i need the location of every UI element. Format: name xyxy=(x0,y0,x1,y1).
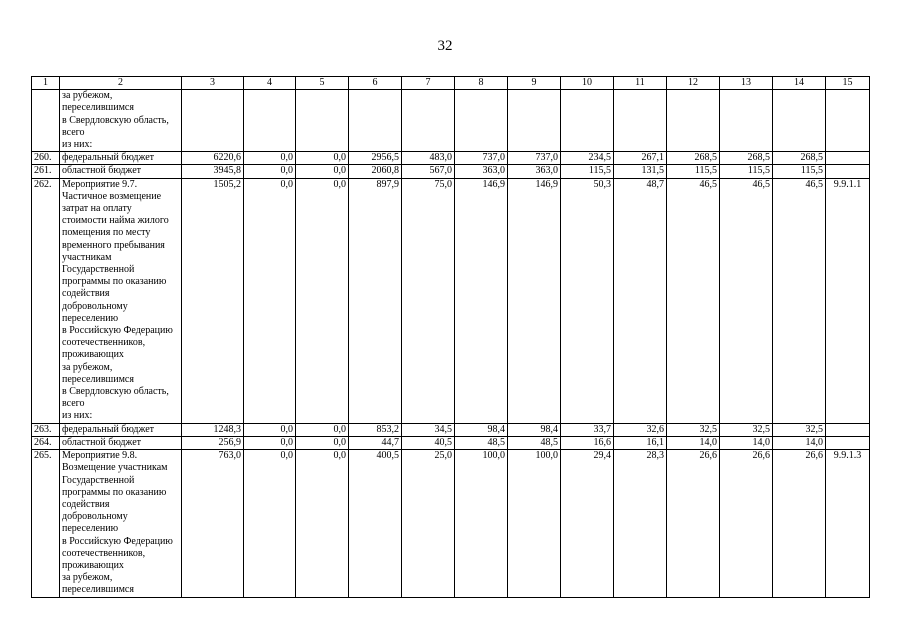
value-cell: 14,0 xyxy=(773,436,826,449)
value-cell: 46,5 xyxy=(667,178,720,423)
value-cell: 267,1 xyxy=(614,152,667,165)
column-header: 2 xyxy=(60,77,182,90)
value-cell: 29,4 xyxy=(561,450,614,597)
value-cell: 115,5 xyxy=(561,165,614,178)
value-cell xyxy=(667,90,720,152)
row-name: Мероприятие 9.8. Возмещение участникам Государственной программы по оказанию содействия добровольному переселению в Российскую Федерацию соотечественников, проживающих за рубежом, переселившимся xyxy=(60,450,182,597)
value-cell: 28,3 xyxy=(614,450,667,597)
value-cell: 98,4 xyxy=(455,423,508,436)
value-cell: 32,5 xyxy=(720,423,773,436)
value-cell: 146,9 xyxy=(508,178,561,423)
row-number: 265. xyxy=(32,450,60,597)
value-cell: 0,0 xyxy=(244,165,296,178)
value-cell: 44,7 xyxy=(349,436,402,449)
value-cell: 1505,2 xyxy=(182,178,244,423)
value-cell xyxy=(455,90,508,152)
value-cell xyxy=(720,90,773,152)
table-row xyxy=(32,90,870,152)
value-cell: 50,3 xyxy=(561,178,614,423)
target-code: 9.9.1.1 xyxy=(826,178,870,423)
column-header: 9 xyxy=(508,77,561,90)
value-cell: 32,5 xyxy=(773,423,826,436)
value-cell: 2956,5 xyxy=(349,152,402,165)
page-number: 32 xyxy=(437,38,453,54)
column-header: 4 xyxy=(244,77,296,90)
row-name: областной бюджет xyxy=(60,436,182,449)
row-number: 260. xyxy=(32,152,60,165)
row-name: Мероприятие 9.7. Частичное возмещение затрат на оплату стоимости найма жилого помещения по месту временного пребывания участникам Государственной программы по оказанию содействия добровольному переселению в Российскую Федерацию соотечественников, проживающих за рубежом, переселившимся в Свердловскую область, всего из них: xyxy=(60,178,182,423)
value-cell: 0,0 xyxy=(296,178,349,423)
value-cell xyxy=(614,90,667,152)
column-header: 8 xyxy=(455,77,508,90)
value-cell: 897,9 xyxy=(349,178,402,423)
value-cell: 0,0 xyxy=(244,450,296,597)
value-cell: 75,0 xyxy=(402,178,455,423)
row-name: областной бюджет xyxy=(60,165,182,178)
row-number: 261. xyxy=(32,165,60,178)
value-cell xyxy=(508,90,561,152)
column-header: 5 xyxy=(296,77,349,90)
value-cell xyxy=(182,90,244,152)
value-cell: 48,7 xyxy=(614,178,667,423)
value-cell: 737,0 xyxy=(508,152,561,165)
value-cell xyxy=(773,90,826,152)
value-cell: 737,0 xyxy=(455,152,508,165)
value-cell: 1248,3 xyxy=(182,423,244,436)
row-number: 264. xyxy=(32,436,60,449)
table-row xyxy=(32,165,870,178)
value-cell: 483,0 xyxy=(402,152,455,165)
value-cell: 16,1 xyxy=(614,436,667,449)
value-cell: 0,0 xyxy=(296,450,349,597)
value-cell: 14,0 xyxy=(667,436,720,449)
value-cell: 40,5 xyxy=(402,436,455,449)
column-header: 7 xyxy=(402,77,455,90)
value-cell: 115,5 xyxy=(773,165,826,178)
value-cell: 26,6 xyxy=(667,450,720,597)
column-header: 12 xyxy=(667,77,720,90)
column-header: 13 xyxy=(720,77,773,90)
value-cell: 268,5 xyxy=(773,152,826,165)
value-cell: 48,5 xyxy=(455,436,508,449)
value-cell: 46,5 xyxy=(720,178,773,423)
value-cell: 25,0 xyxy=(402,450,455,597)
column-header: 1 xyxy=(32,77,60,90)
row-number: 263. xyxy=(32,423,60,436)
value-cell: 0,0 xyxy=(296,423,349,436)
target-code xyxy=(826,152,870,165)
budget-table xyxy=(31,76,870,598)
value-cell xyxy=(561,90,614,152)
target-code xyxy=(826,423,870,436)
column-header: 10 xyxy=(561,77,614,90)
column-header: 15 xyxy=(826,77,870,90)
column-header: 3 xyxy=(182,77,244,90)
value-cell: 256,9 xyxy=(182,436,244,449)
column-header: 11 xyxy=(614,77,667,90)
value-cell: 400,5 xyxy=(349,450,402,597)
table-row xyxy=(32,450,870,597)
table-row xyxy=(32,152,870,165)
value-cell xyxy=(296,90,349,152)
value-cell: 6220,6 xyxy=(182,152,244,165)
row-name: за рубежом, переселившимся в Свердловскую область, всего из них: xyxy=(60,90,182,152)
value-cell: 32,5 xyxy=(667,423,720,436)
value-cell: 115,5 xyxy=(720,165,773,178)
value-cell: 34,5 xyxy=(402,423,455,436)
value-cell: 567,0 xyxy=(402,165,455,178)
value-cell: 146,9 xyxy=(455,178,508,423)
value-cell: 363,0 xyxy=(455,165,508,178)
table-row xyxy=(32,436,870,449)
target-code xyxy=(826,436,870,449)
value-cell xyxy=(402,90,455,152)
column-header: 14 xyxy=(773,77,826,90)
value-cell: 46,5 xyxy=(773,178,826,423)
value-cell: 268,5 xyxy=(667,152,720,165)
value-cell: 115,5 xyxy=(667,165,720,178)
value-cell: 33,7 xyxy=(561,423,614,436)
value-cell: 234,5 xyxy=(561,152,614,165)
value-cell: 16,6 xyxy=(561,436,614,449)
value-cell: 100,0 xyxy=(508,450,561,597)
table-row xyxy=(32,423,870,436)
value-cell: 100,0 xyxy=(455,450,508,597)
value-cell: 363,0 xyxy=(508,165,561,178)
value-cell: 268,5 xyxy=(720,152,773,165)
value-cell: 0,0 xyxy=(296,165,349,178)
value-cell: 0,0 xyxy=(244,152,296,165)
value-cell xyxy=(244,90,296,152)
value-cell: 26,6 xyxy=(720,450,773,597)
table-body xyxy=(32,77,870,598)
row-name: федеральный бюджет xyxy=(60,152,182,165)
row-number xyxy=(32,90,60,152)
value-cell: 14,0 xyxy=(720,436,773,449)
column-header: 6 xyxy=(349,77,402,90)
value-cell: 26,6 xyxy=(773,450,826,597)
target-code xyxy=(826,165,870,178)
value-cell: 131,5 xyxy=(614,165,667,178)
header-row xyxy=(32,77,870,90)
value-cell: 0,0 xyxy=(244,423,296,436)
value-cell: 0,0 xyxy=(296,436,349,449)
value-cell: 763,0 xyxy=(182,450,244,597)
value-cell: 98,4 xyxy=(508,423,561,436)
table-row xyxy=(32,178,870,423)
value-cell: 2060,8 xyxy=(349,165,402,178)
target-code: 9.9.1.3 xyxy=(826,450,870,597)
row-number: 262. xyxy=(32,178,60,423)
value-cell: 32,6 xyxy=(614,423,667,436)
value-cell: 0,0 xyxy=(244,436,296,449)
value-cell: 3945,8 xyxy=(182,165,244,178)
value-cell: 853,2 xyxy=(349,423,402,436)
row-name: федеральный бюджет xyxy=(60,423,182,436)
target-code xyxy=(826,90,870,152)
value-cell: 0,0 xyxy=(244,178,296,423)
value-cell xyxy=(349,90,402,152)
value-cell: 0,0 xyxy=(296,152,349,165)
value-cell: 48,5 xyxy=(508,436,561,449)
